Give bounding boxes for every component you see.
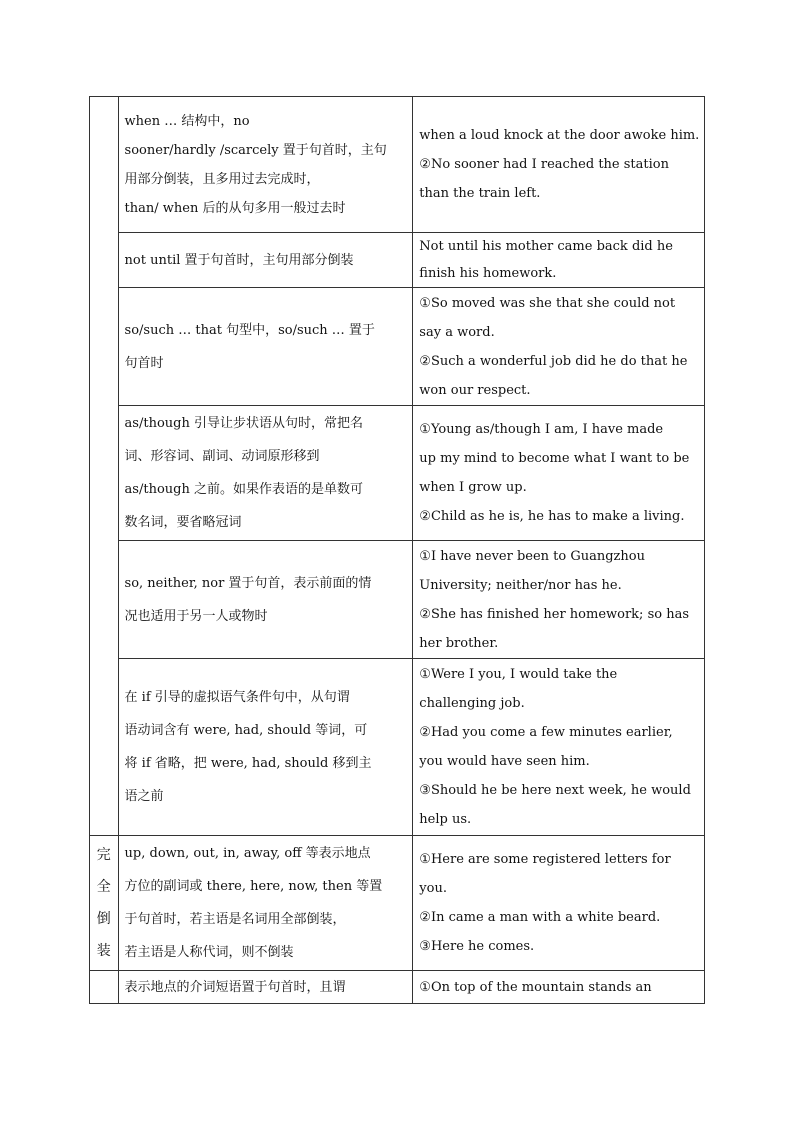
- example-line: you would have seen him.: [419, 754, 590, 769]
- example-line: when I grow up.: [419, 480, 527, 495]
- rule-line: 将 if 省略，把 were, had, should 移到主: [124, 756, 372, 771]
- example-line: University; neither/nor has he.: [419, 577, 622, 593]
- example-line: ②Had you come a few minutes earlier,: [419, 725, 673, 740]
- example-line: ①Here are some registered letters for: [419, 852, 671, 867]
- rule-line: 况也适用于另一人或物时: [124, 608, 268, 624]
- rule-line: when … 结构中，no: [124, 113, 250, 129]
- rule-line: 句首时: [124, 355, 164, 371]
- rule-cell: [118, 541, 413, 659]
- example-cell: [413, 233, 705, 288]
- example-line: ①Were I you, I would take the: [419, 667, 618, 682]
- rule-line: 词、形容词、副词、动词原形移到: [124, 449, 320, 464]
- example-line: ①Young as/though I am, I have made: [419, 422, 664, 437]
- rule-line: than/ when 后的从句多用一般过去时: [124, 200, 346, 216]
- example-line: ②Child as he is, he has to make a living.: [419, 509, 685, 524]
- rule-cell: [118, 971, 413, 1004]
- rule-line: as/though 引导让步状语从句时，常把名: [124, 416, 363, 431]
- rule-cell: [118, 406, 413, 541]
- example-line: than the train left.: [419, 186, 541, 201]
- table-row: [90, 97, 705, 233]
- rule-line: 表示地点的介词短语置于句首时，且谓: [124, 979, 346, 995]
- section-label-cell-blank: [90, 97, 119, 836]
- rule-cell: [118, 659, 413, 836]
- rule-line: 用部分倒装，且多用过去完成时，: [124, 171, 320, 187]
- example-line: ③Here he comes.: [419, 939, 535, 954]
- section-label-cell-blank: [90, 971, 119, 1004]
- section-label-char: 全: [96, 879, 111, 895]
- rule-line: 方位的副词或 there, here, now, then 等置: [124, 879, 383, 894]
- grammar-table: [89, 96, 705, 1004]
- example-line: help us.: [419, 812, 472, 827]
- rule-line: as/though 之前。如果作表语的是单数可: [124, 482, 363, 497]
- example-line: when a loud knock at the door awoke him.: [419, 128, 700, 143]
- example-line: ②Such a wonderful job did he do that he: [419, 353, 688, 369]
- table-row: [90, 233, 705, 288]
- rule-line: 语动词含有 were, had, should 等词，可: [124, 723, 368, 738]
- example-line: ①I have never been to Guangzhou: [419, 548, 645, 564]
- example-line: up my mind to become what I want to be: [419, 451, 690, 466]
- example-line: her brother.: [419, 635, 499, 651]
- rule-cell: [118, 233, 413, 288]
- example-line: you.: [419, 881, 447, 896]
- example-cell: [413, 97, 705, 233]
- example-line: ①On top of the mountain stands an: [419, 979, 652, 995]
- example-line: challenging job.: [419, 696, 525, 711]
- table-row: [90, 659, 705, 836]
- section-label-char: 完: [96, 847, 111, 863]
- example-cell: [413, 288, 705, 406]
- example-cell: [413, 406, 705, 541]
- rule-cell: [118, 836, 413, 971]
- rule-cell: [118, 97, 413, 233]
- example-line: ②She has finished her homework; so has: [419, 606, 689, 622]
- section-label-char: 装: [96, 943, 111, 959]
- example-line: ③Should he be here next week, he would: [419, 783, 691, 798]
- example-cell: [413, 836, 705, 971]
- table-row: [90, 288, 705, 406]
- rule-line: 数名词，要省略冠词: [124, 515, 242, 530]
- rule-line: 于句首时，若主语是名词用全部倒装，: [124, 912, 346, 927]
- table-row: [90, 971, 705, 1004]
- table-row: [90, 836, 705, 971]
- rule-line: 在 if 引导的虚拟语气条件句中，从句谓: [124, 690, 350, 705]
- rule-line: so, neither, nor 置于句首，表示前面的情: [124, 575, 372, 591]
- section-label-cell: [90, 836, 119, 971]
- example-line: Not until his mother came back did he: [419, 239, 673, 254]
- rule-line: so/such … that 句型中，so/such … 置于: [124, 322, 375, 338]
- example-line: ②No sooner had I reached the station: [419, 157, 669, 172]
- section-label-char: 倒: [96, 911, 111, 927]
- rule-line: 语之前: [124, 789, 164, 804]
- example-line: say a word.: [419, 324, 495, 340]
- rule-line: not until 置于句首时，主句用部分倒装: [124, 252, 354, 268]
- example-line: ②In came a man with a white beard.: [419, 910, 661, 925]
- table-row: [90, 541, 705, 659]
- rule-line: 若主语是人称代词，则不倒装: [124, 945, 294, 960]
- rule-line: sooner/hardly /scarcely 置于句首时，主句: [124, 142, 387, 158]
- example-line: won our respect.: [419, 382, 531, 398]
- section-label-full-inversion: [90, 839, 118, 967]
- example-cell: [413, 659, 705, 836]
- example-line: finish his homework.: [419, 266, 557, 281]
- table-row: [90, 406, 705, 541]
- example-cell: [413, 541, 705, 659]
- example-line: ①So moved was she that she could not: [419, 295, 676, 311]
- example-cell: [413, 971, 705, 1004]
- rule-cell: [118, 288, 413, 406]
- rule-line: up, down, out, in, away, off 等表示地点: [124, 846, 371, 861]
